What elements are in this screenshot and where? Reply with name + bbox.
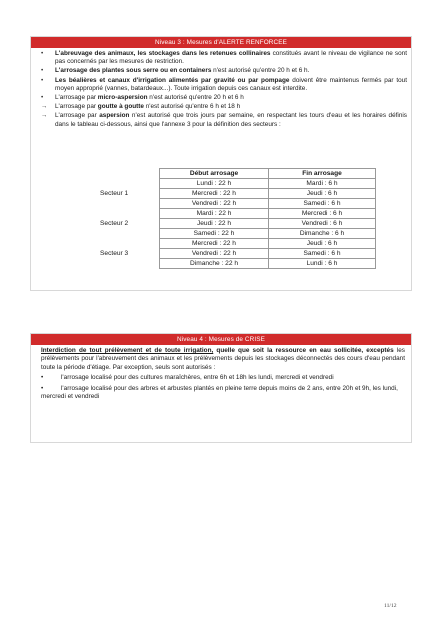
start-cell: Mardi : 22 h <box>160 209 269 219</box>
measure-text: doivent être maintenus fermés par tout moyen approprié (vannes, batardeaux...). Toute irrigation depuis ces canaux est interdite. <box>55 76 407 92</box>
start-cell: Mercredi : 22 h <box>160 189 269 199</box>
measure-item <box>41 77 407 93</box>
bullet-icon: • <box>41 384 44 392</box>
start-cell: Lundi : 22 h <box>160 179 269 189</box>
level-4-banner: Niveau 4 : Mesures de CRISE <box>31 334 411 345</box>
end-cell: Samedi : 6 h <box>269 249 376 259</box>
exception-text: l'arrosage localisé pour des cultures maraîchères, entre 6h et 18h les lundi, mercredi et vendredi <box>61 374 334 382</box>
column-header-end: Fin arrosage <box>269 169 376 179</box>
column-header-start: Début arrosage <box>160 169 269 179</box>
exception-text: l'arrosage localisé pour des arbres et arbustes plantés en pleine terre depuis moins de 2 ans, entre 20h et 9h, les lundi, mercredi et vendredi <box>41 384 398 401</box>
end-cell: Mercredi : 6 h <box>269 209 376 219</box>
crisis-intro <box>31 345 411 372</box>
table-row <box>98 209 376 219</box>
table-corner <box>98 169 160 179</box>
measure-text: n'est autorisé qu'entre 6 h et 18 h <box>143 103 241 111</box>
measure-item <box>41 103 407 111</box>
measure-text: L'arrosage par <box>55 94 98 102</box>
measure-item <box>41 50 407 66</box>
measure-item <box>41 112 407 128</box>
start-cell: Vendredi : 22 h <box>160 199 269 209</box>
end-cell: Samedi : 6 h <box>269 199 376 209</box>
measure-text: L'arrosage par <box>55 112 100 120</box>
measure-item <box>41 67 407 75</box>
measure-text: L'arrosage par <box>55 103 98 111</box>
intro-bold-underlined: Interdiction de tout prélèvement et de toute irrigation, <box>41 347 214 354</box>
measure-item <box>41 94 407 102</box>
measure-text: constitués avant le niveau de vigilance ne sont pas concernés par les mesures de restriction. <box>55 50 407 66</box>
end-cell: Dimanche : 6 h <box>269 229 376 239</box>
sector-label: Secteur 3 <box>100 250 129 257</box>
start-cell: Samedi : 22 h <box>160 229 269 239</box>
start-cell: Mercredi : 22 h <box>160 239 269 249</box>
start-cell: Dimanche : 22 h <box>160 259 269 269</box>
exception-item <box>31 385 411 402</box>
measure-text: n'est autorisé qu'entre 20 h et 6 h. <box>211 67 310 75</box>
table-row <box>98 179 376 189</box>
sector-label: Secteur 2 <box>100 220 129 227</box>
intro-text: les prélèvements pour l'abreuvement des animaux et les prélèvements depuis les stockages déconnectés des cours d'eau pendant toute la période d'étiage. Par exception, seuls sont autorisés : <box>41 347 405 371</box>
measure-bold: aspersion <box>99 112 130 120</box>
crisis-level-4-box <box>30 333 412 443</box>
table-header-row <box>98 169 376 179</box>
measure-text: n'est autorisé que trois jours par semaine, en respectant les tours d'eau et les horaires définis dans le tableau ci-dessous, ainsi que l'annexe 3 pour la définition des secteurs : <box>55 112 407 128</box>
end-cell: Lundi : 6 h <box>269 259 376 269</box>
measure-text: n'est autorisé qu'entre 20 h et 6 h <box>147 94 244 102</box>
measure-bold: L'arrosage des plantes sous serre ou en containers <box>55 67 212 75</box>
measure-bold: micro-aspersion <box>97 94 148 102</box>
measure-bold: L'abreuvage des animaux, les stockages dans les retenues collinaires <box>55 50 271 57</box>
start-cell: Vendredi : 22 h <box>160 249 269 259</box>
end-cell: Jeudi : 6 h <box>269 189 376 199</box>
table-row <box>98 239 376 249</box>
page-number: 11/12 <box>384 603 397 609</box>
sector-label: Secteur 1 <box>100 190 129 197</box>
start-cell: Jeudi : 22 h <box>160 219 269 229</box>
end-cell: Jeudi : 6 h <box>269 239 376 249</box>
watering-schedule-table <box>98 168 376 269</box>
measure-bold: Les béalières et canaux d'irrigation alimentés par gravité ou par pompage <box>55 76 290 84</box>
end-cell: Mardi : 6 h <box>269 179 376 189</box>
exception-item <box>31 374 411 382</box>
end-cell: Vendredi : 6 h <box>269 219 376 229</box>
level-3-measures-list <box>31 50 411 129</box>
intro-bold: quelle que soit la ressource en eau sollicitée, exceptés <box>213 347 394 354</box>
measure-bold: goutte à goutte <box>97 103 144 111</box>
level-3-banner: Niveau 3 : Mesures d'ALERTE RENFORCEE <box>31 37 411 48</box>
bullet-icon: • <box>41 374 44 382</box>
